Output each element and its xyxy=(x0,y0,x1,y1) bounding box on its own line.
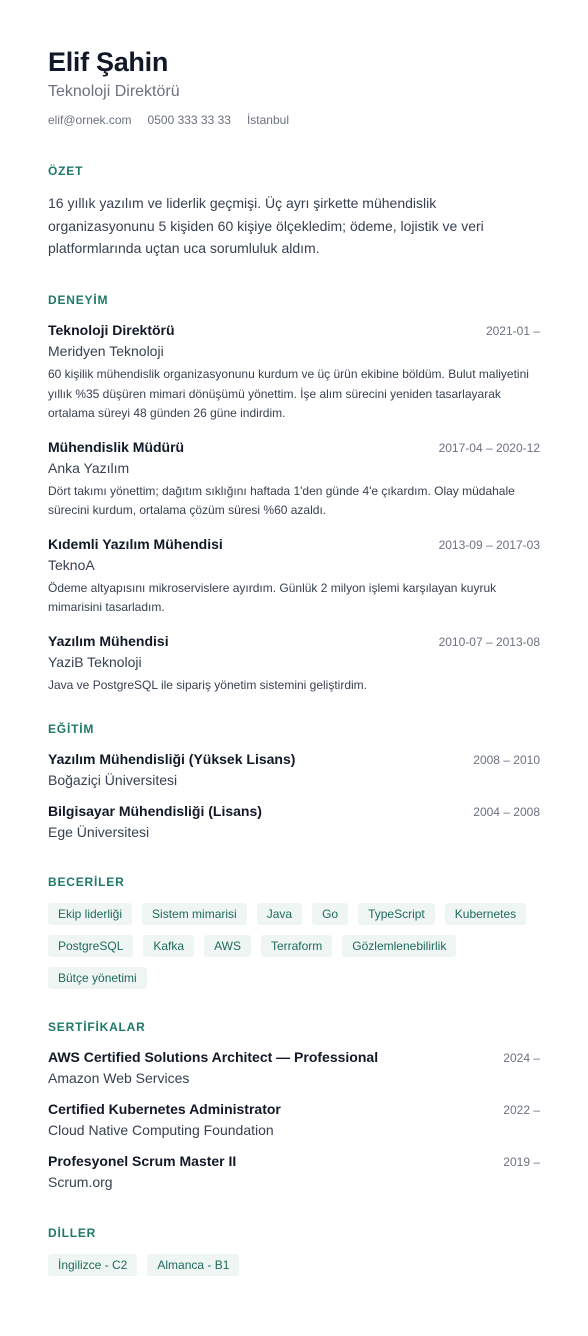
skill-chip: Kafka xyxy=(143,935,194,957)
language-chip: Almanca - B1 xyxy=(147,1254,239,1276)
certification-title: Certified Kubernetes Administrator xyxy=(48,1101,281,1117)
contact-phone: 0500 333 33 33 xyxy=(147,113,231,127)
contact-email[interactable]: elif@ornek.com xyxy=(48,113,132,127)
skill-chip: Sistem mimarisi xyxy=(142,903,247,925)
section-title-experience: DENEYİM xyxy=(48,293,109,307)
experience-date: 2017-04 – 2020-12 xyxy=(438,440,540,455)
section-title-summary: ÖZET xyxy=(48,164,84,178)
experience-entry xyxy=(48,535,540,618)
education-section xyxy=(48,722,540,854)
education-list xyxy=(48,750,540,842)
section-title-languages: DİLLER xyxy=(48,1226,97,1240)
experience-entry xyxy=(48,321,540,424)
experience-org: YaziB Teknoloji xyxy=(48,653,142,670)
skill-chip: PostgreSQL xyxy=(48,935,133,957)
summary-section xyxy=(48,164,540,260)
skill-chip: Kubernetes xyxy=(445,903,526,925)
education-entry xyxy=(48,750,540,790)
education-degree: Yazılım Mühendisliği (Yüksek Lisans) xyxy=(48,751,296,767)
certification-entry xyxy=(48,1100,540,1140)
experience-date: 2021-01 – xyxy=(485,324,540,338)
education-entry xyxy=(48,802,540,842)
certifications-section xyxy=(48,1020,540,1204)
experience-org: Anka Yazılım xyxy=(48,459,130,476)
language-chip: İngilizce - C2 xyxy=(48,1254,137,1276)
experience-desc: Dört takımı yönettim; dağıtım sıklığını haftada 1'den günde 4'e çıkardım. Olay müdahale sürecini kurdum, ortalama çözüm süresi %60 azaldı. xyxy=(48,483,515,517)
experience-desc: 60 kişilik mühendislik organizasyonunu kurdum ve üç ürün ekibine böldüm. Bulut maliyetini yıllık %35 düşüren mimari dönüşümü yönettim. İşe alım sürecini yeniden tasarlayarak ortalama süreyi 48 günden 26 güne indirdim. xyxy=(48,367,529,420)
skills-chip-list xyxy=(48,903,540,989)
skill-chip: TypeScript xyxy=(358,903,435,925)
education-degree: Bilgisayar Mühendisliği (Lisans) xyxy=(48,803,262,819)
certification-list xyxy=(48,1048,540,1192)
certification-title: Profesyonel Scrum Master II xyxy=(48,1153,237,1169)
languages-chip-list xyxy=(48,1254,540,1276)
contact-line xyxy=(48,112,540,128)
certification-issuer: Cloud Native Computing Foundation xyxy=(48,1122,274,1138)
skills-section xyxy=(48,875,540,989)
certification-date: 2019 – xyxy=(503,1155,540,1169)
certification-entry xyxy=(48,1152,540,1192)
skill-chip: Ekip liderliği xyxy=(48,903,132,925)
section-title-skills: BECERİLER xyxy=(48,875,125,889)
certification-date: 2024 – xyxy=(503,1051,540,1065)
experience-title: Kıdemli Yazılım Mühendisi xyxy=(48,535,223,552)
skill-chip: Go xyxy=(312,903,348,925)
education-date: 2004 – 2008 xyxy=(473,805,540,819)
experience-desc: Ödeme altyapısını mikroservislere ayırdım. Günlük 2 milyon işlemi karşılayan kuyruk mimarisini tasarladım. xyxy=(48,580,497,614)
certification-date: 2022 – xyxy=(503,1103,540,1117)
education-date: 2008 – 2010 xyxy=(473,753,540,767)
experience-desc: Java ve PostgreSQL ile sipariş yönetim sistemini geliştirdim. xyxy=(48,677,368,692)
experience-org: TeknoA xyxy=(48,556,95,573)
experience-entry xyxy=(48,438,540,521)
certification-issuer: Scrum.org xyxy=(48,1174,113,1190)
certification-issuer: Amazon Web Services xyxy=(48,1070,190,1086)
experience-title: Mühendislik Müdürü xyxy=(48,438,185,455)
certification-entry xyxy=(48,1048,540,1088)
skill-chip: Bütçe yönetimi xyxy=(48,967,147,989)
education-school: Ege Üniversitesi xyxy=(48,824,150,840)
skill-chip: Gözlemlenebilirlik xyxy=(342,935,456,957)
experience-date: 2013-09 – 2017-03 xyxy=(438,537,540,552)
section-title-certifications: SERTİFİKALAR xyxy=(48,1020,146,1034)
experience-date: 2010-07 – 2013-08 xyxy=(438,634,540,649)
person-name: Elif Şahin xyxy=(48,47,169,77)
skill-chip: AWS xyxy=(204,935,251,957)
section-title-education: EĞİTİM xyxy=(48,722,95,736)
person-role: Teknoloji Direktörü xyxy=(48,83,180,100)
experience-entry xyxy=(48,632,540,696)
experience-title: Yazılım Mühendisi xyxy=(48,632,169,649)
education-school: Boğaziçi Üniversitesi xyxy=(48,772,178,788)
skill-chip: Terraform xyxy=(261,935,332,957)
experience-org: Meridyen Teknoloji xyxy=(48,343,164,359)
summary-text: 16 yıllık yazılım ve liderlik geçmişi. Üç ayrı şirkette mühendislik organizasyonunu 5 kişiden 60 kişiye ölçekledim; ödeme, lojistik ve veri platformlarında uçtan uca sorumluluk aldım. xyxy=(48,195,484,256)
experience-title: Teknoloji Direktörü xyxy=(48,322,175,338)
contact-city: İstanbul xyxy=(246,113,289,127)
skill-chip: Java xyxy=(257,903,302,925)
experience-section xyxy=(48,293,540,709)
languages-section xyxy=(48,1226,540,1276)
certification-title: AWS Certified Solutions Architect — Professional xyxy=(48,1049,379,1065)
experience-list xyxy=(48,321,540,695)
